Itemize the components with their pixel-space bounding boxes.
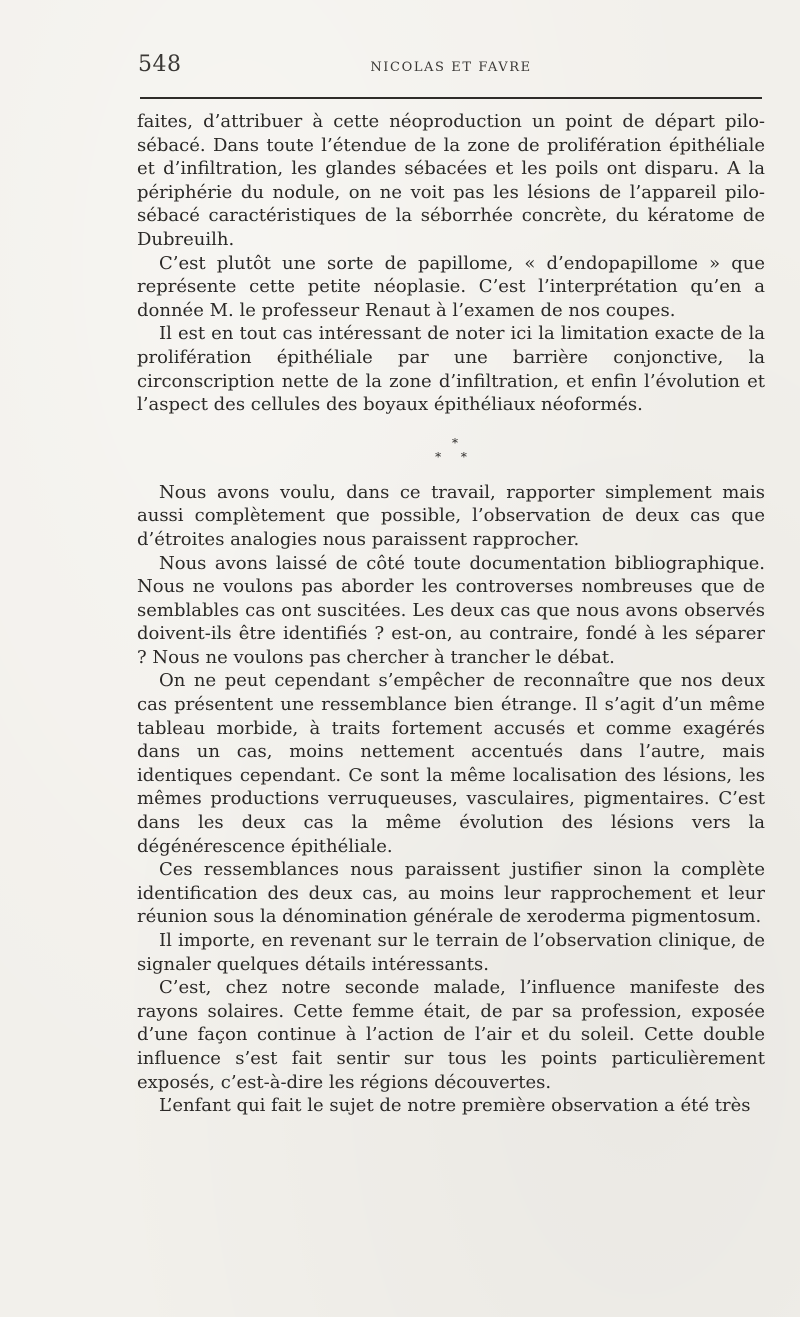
header-rule	[140, 97, 762, 99]
paragraph: On ne peut cependant s’empêcher de reconnaître que nos deux cas présentent une ressemblance bien étrange. Il s’agit d’un même tableau morbide, à traits fortement accusés et comme exagérés dans un cas, moins nettement accentués dans l’autre, mais identiques cependant. Ce sont la même localisation des lésions, les mêmes productions verruqueuses, vasculaires, pigmentaires. C’est dans les deux cas la même évolution des lésions vers la dégénérescence épithéliale.	[137, 670, 765, 857]
paragraph: C’est, chez notre seconde malade, l’influence manifeste des rayons solaires. Cette femme était, de par sa profession, exposée d’une façon continue à l’action de l’air et du soleil. Cette double influence s’est fait sentir sur tous les points particulièrement exposés, c’est-à-dire les régions découvertes.	[137, 977, 765, 1093]
paragraph: C’est plutôt une sorte de papillome, « d’endopapillome » que représente cette petite néoplasie. C’est l’interprétation qu’en a donnée M. le professeur Renaut à l’examen de nos coupes.	[137, 252, 765, 321]
page-header	[138, 52, 764, 92]
asterism-top: *	[452, 435, 458, 450]
paragraph: faites, d’attribuer à cette néoproduction un point de départ pilo-sébacé. Dans toute l’étendue de la zone de prolifération épithéliale et d’infiltration, les glandes sébacées et les poils ont disparu. A la périphérie du nodule, on ne voit pas les lésions de l’appareil pilo-sébacé caractéristiques de la séborrhée concrète, du kératome de Dubreuilh.	[137, 111, 765, 250]
page-number: 548	[138, 52, 182, 77]
paragraph: L’enfant qui fait le sujet de notre première observation a été très	[159, 1095, 751, 1117]
paragraph: Nous avons laissé de côté toute documentation bibliographique. Nous ne voulons pas aborder les controverses nombreuses que de semblables cas ont suscitées. Les deux cas que nous avons observés doivent-ils être identifiés ? est-on, au contraire, fondé à les séparer ? Nous ne voulons pas chercher à trancher le débat.	[137, 552, 765, 668]
paragraph: Il est en tout cas intéressant de noter ici la limitation exacte de la prolifération épithéliale par une barrière conjonctive, la circonscription nette de la zone d’infiltration, et enfin l’évolution et l’aspect des cellules des boyaux épithéliaux néoformés.	[137, 323, 765, 416]
body-text	[137, 110, 765, 1118]
section-asterism	[137, 437, 765, 463]
paragraph: Ces ressemblances nous paraissent justifier sinon la complète identification des deux cas, au moins leur rapprochement et leur réunion sous la dénomination générale de xeroderma pigmentosum.	[137, 859, 765, 928]
paragraph: Il importe, en revenant sur le terrain de l’observation clinique, de signaler quelques détails intéressants.	[137, 930, 765, 975]
running-head: NICOLAS ET FAVRE	[370, 60, 532, 75]
asterism-bottom: * *	[435, 449, 475, 464]
paragraph: Nous avons voulu, dans ce travail, rapporter simplement mais aussi complètement que possible, l’observation de deux cas que d’étroites analogies nous paraissent rapprocher.	[137, 481, 765, 550]
